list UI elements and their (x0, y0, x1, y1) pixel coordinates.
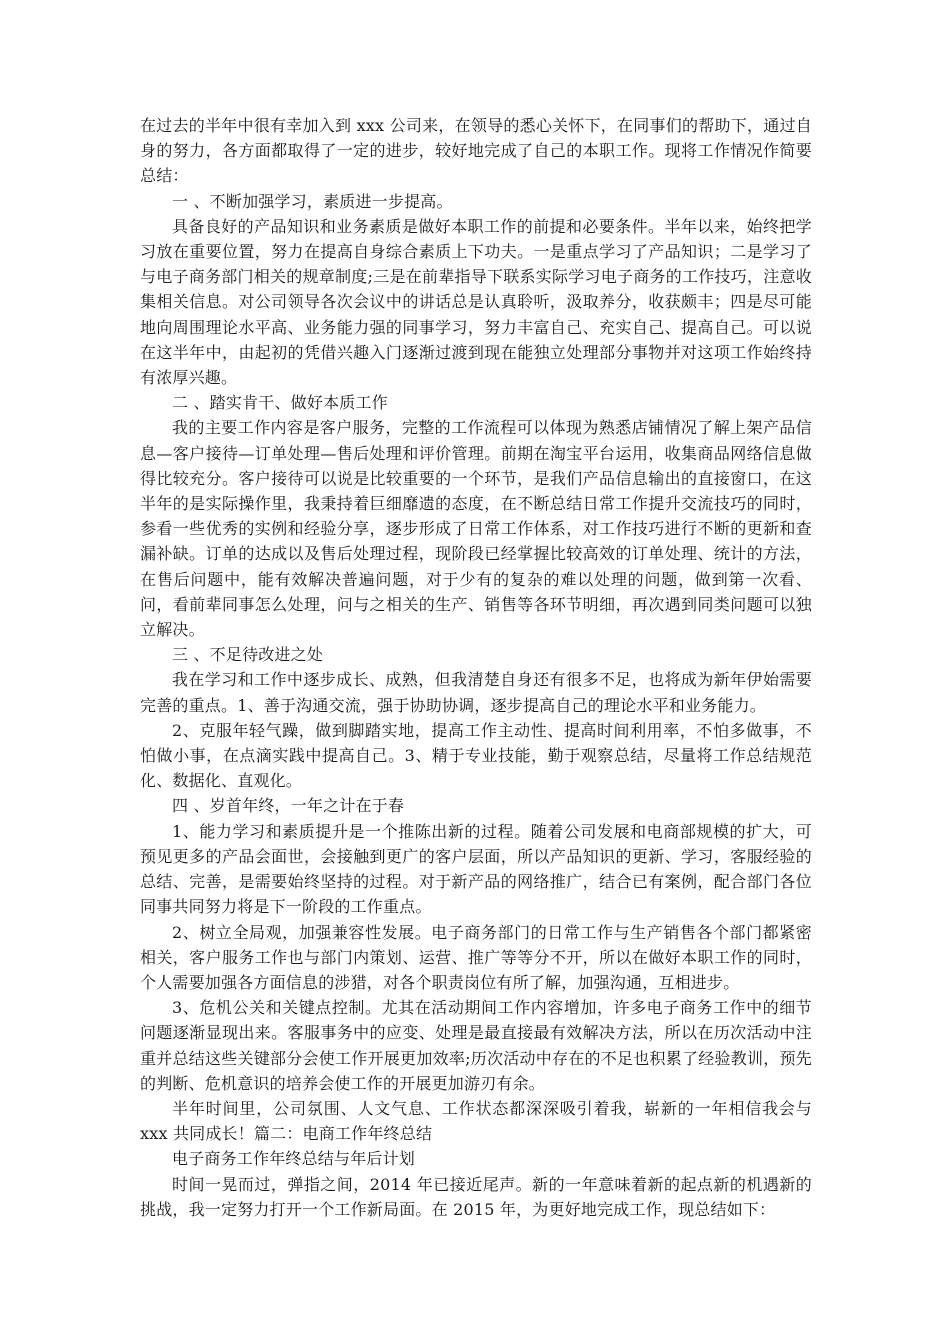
body-paragraph: 2、树立全局观，加强兼容性发展。电子商务部门的日常工作与生产销售各个部门都紧密相关，客户服务工作也与部门内策划、运营、推广等等分不开，所以在做好本职工作的同时，个人需要加强各方面信息的涉猎，对各个职责岗位有所了解，加强沟通，互相进步。 (140, 922, 812, 992)
body-paragraph: 时间一晃而过，弹指之间，2014 年已接近尾声。新的一年意味着新的起点新的机遇新的挑战，我一定努力打开一个工作新局面。在 2015 年，为更好地完成工作，现总结如下： (140, 1174, 812, 1219)
intro-paragraph: 在过去的半年中很有幸加入到 xxx 公司来，在领导的悉心关怀下，在同事们的帮助下，通过自身的努力，各方面都取得了一定的进步，较好地完成了自己的本职工作。现将工作情况作简要总结： (140, 116, 812, 186)
body-paragraph: 具备良好的产品知识和业务素质是做好本职工作的前提和必要条件。半年以来，始终把学习放在重要位置，努力在提高自身综合素质上下功夫。一是重点学习了产品知识；二是学习了与电子商务部门相关的规章制度;三是在前辈指导下联系实际学习电子商务的工作技巧，注意收集相关信息。对公司领导各次会议中的讲话总是认真聆听，汲取养分，收获颇丰；四是尽可能地向周围理论水平高、业务能力强的同事学习，努力丰富自己、充实自己、提高自己。可以说在这半年中，由起初的凭借兴趣入门逐渐过渡到现在能独立处理部分事物并对这项工作始终持有浓厚兴趣。 (140, 216, 812, 388)
section-heading-3: 三 、不足待改进之处 (172, 645, 324, 665)
body-paragraph: 我的主要工作内容是客户服务，完整的工作流程可以体现为熟悉店铺情况了解上架产品信息—客户接待—订单处理—售后处理和评价管理。前期在淘宝平台运用，收集商品网络信息做得比较充分。客户接待可以说是比较重要的一个环节，是我们产品信息输出的直接窗口，在这半年的是实际操作里，我秉持着巨细靡遗的态度，在不断总结日常工作提升交流技巧的同时，参看一些优秀的实例和经验分享，逐步形成了日常工作体系，对工作技巧进行不断的更新和查漏补缺。订单的达成以及售后处理过程，现阶段已经掌握比较高效的订单处理、统计的方法，在售后问题中，能有效解决普遍问题，对于少有的复杂的难以处理的问题，做到第一次看、问，看前辈同事怎么处理，问与之相关的生产、销售等各环节明细，再次遇到同类问题可以独立解决。 (140, 418, 812, 640)
section-heading-1: 一 、不断加强学习，素质进一步提高。 (172, 191, 453, 211)
body-paragraph: 2、克服年轻气躁，做到脚踏实地，提高工作主动性、提高时间利用率，不怕多做事，不怕做小事，在点滴实践中提高自己。3、精于专业技能，勤于观察总结，尽量将工作总结规范化、数据化、直观化。 (140, 720, 812, 791)
body-paragraph: 3、危机公关和关键点控制。尤其在活动期间工作内容增加，许多电子商务工作中的细节问题逐渐显现出来。客服事务中的应变、处理是最直接最有效解决方法，所以在历次活动中注重并总结这些关键部分会使工作开展更加效率;历次活动中存在的不足也积累了经验教训，预先的判断、危机意识的培养会使工作的开展更加游刃有余。 (140, 998, 812, 1093)
body-paragraph: 半年时间里，公司氛围、人文气息、工作状态都深深吸引着我，崭新的一年相信我会与 xxx 共同成长！篇二：电商工作年终总结 (140, 1098, 812, 1144)
section-heading-2: 二 、踏实肯干、做好本质工作 (172, 393, 388, 413)
body-paragraph: 我在学习和工作中逐步成长、成熟，但我清楚自身还有很多不足，也将成为新年伊始需要完善的重点。1、善于沟通交流，强于协助协调，逐步提高自己的理论水平和业务能力。 (140, 670, 812, 715)
document-body (140, 113, 812, 1222)
document-subtitle: 电子商务工作年终总结与年后计划 (172, 1149, 416, 1169)
section-heading-4: 四 、岁首年终，一年之计在于春 (172, 796, 405, 816)
body-paragraph: 1、能力学习和素质提升是一个推陈出新的过程。随着公司发展和电商部规模的扩大，可预见更多的产品会面世，会接触到更广的客户层面，所以产品知识的更新、学习，客服经验的总结、完善，是需要始终坚持的过程。对于新产品的网络推广，结合已有案例，配合部门各位同事共同努力将是下一阶段的工作重点。 (140, 821, 812, 917)
